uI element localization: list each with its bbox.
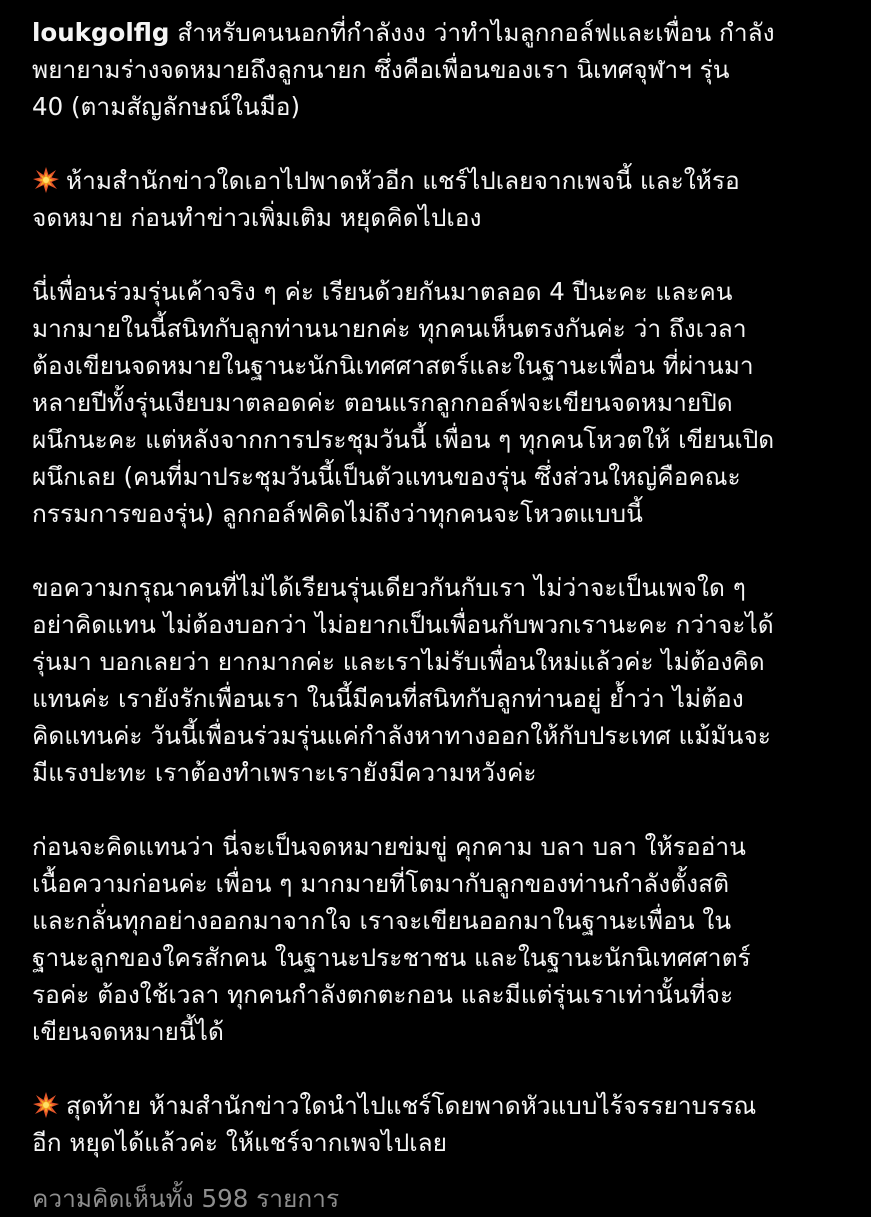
caption-line: ฐานะลูกของใครสักคน ในฐานะประชาชน และในฐานะนักนิเทศศาตร์ bbox=[32, 943, 751, 972]
collision-icon bbox=[32, 166, 60, 194]
caption-line: รอค่ะ ต้องใช้เวลา ทุกคนกำลังตกตะกอน และมีแต่รุ่นเราเท่านั้นที่จะ bbox=[32, 980, 734, 1009]
post-caption bbox=[32, 14, 854, 1198]
warning-paragraph bbox=[32, 162, 854, 236]
caption-line: อย่าคิดแทน ไม่ต้องบอกว่า ไม่อยากเป็นเพื่อนกับพวกเรานะคะ กว่าจะได้ bbox=[32, 610, 774, 639]
final-paragraph bbox=[32, 1087, 854, 1161]
paragraph-wait bbox=[32, 828, 854, 1050]
caption-line: หลายปีทั้งรุ่นเงียบมาตลอดค่ะ ตอนแรกลูกกอล์ฟจะเขียนจดหมายปิด bbox=[32, 388, 733, 417]
caption-line: จดหมาย ก่อนทำข่าวเพิ่มเติม หยุดคิดไปเอง bbox=[32, 203, 482, 232]
username-link[interactable]: loukgolflg bbox=[32, 18, 170, 47]
caption-line: อีก หยุดได้แล้วค่ะ ให้แชร์จากเพจไปเลย bbox=[32, 1128, 448, 1157]
view-all-comments-link[interactable]: ความคิดเห็นทั้ง 598 รายการ bbox=[32, 1184, 340, 1213]
caption-line: มีแรงปะทะ เราต้องทำเพราะเรายังมีความหวังค่ะ bbox=[32, 758, 537, 787]
caption-line: แทนค่ะ เรายังรักเพื่อนเรา ในนี้มีคนที่สนิทกับลูกท่านอยู่ ย้ำว่า ไม่ต้อง bbox=[32, 684, 744, 713]
caption-line: กรรมการของรุ่น) ลูกกอล์ฟคิดไม่ถึงว่าทุกคนจะโหวตแบบนี้ bbox=[32, 499, 643, 528]
collision-icon bbox=[32, 1091, 60, 1119]
caption-line: รุ่นมา บอกเลยว่า ยากมากค่ะ และเราไม่รับเพื่อนใหม่แล้วค่ะ ไม่ต้องคิด bbox=[32, 647, 765, 676]
caption-line: 40 (ตามสัญลักษณ์ในมือ) bbox=[32, 92, 301, 121]
intro-paragraph bbox=[32, 14, 854, 125]
caption-line: สุดท้าย ห้ามสำนักข่าวใดนำไปแชร์โดยพาดหัวแบบไร้จรรยาบรรณ bbox=[32, 1087, 854, 1124]
caption-line: loukgolflg สำหรับคนนอกที่กำลังงง ว่าทำไมลูกกอล์ฟและเพื่อน กำลัง bbox=[32, 18, 775, 47]
caption-line: ต้องเขียนจดหมายในฐานะนักนิเทศศาสตร์และในฐานะเพื่อน ที่ผ่านมา bbox=[32, 351, 754, 380]
caption-line: ขอความกรุณาคนที่ไม่ได้เรียนรุ่นเดียวกันกับเรา ไม่ว่าจะเป็นเพจใด ๆ bbox=[32, 573, 746, 602]
caption-line: และกลั่นทุกอย่างออกมาจากใจ เราจะเขียนออกมาในฐานะเพื่อน ใน bbox=[32, 906, 732, 935]
caption-line: ก่อนจะคิดแทนว่า นี่จะเป็นจดหมายข่มขู่ คุกคาม บลา บลา ให้รออ่าน bbox=[32, 832, 746, 861]
caption-line: พยายามร่างจดหมายถึงลูกนายก ซึ่งคือเพื่อนของเรา นิเทศจุฬาฯ รุ่น bbox=[32, 55, 730, 84]
caption-line: ห้ามสำนักข่าวใดเอาไปพาดหัวอีก แชร์ไปเลยจากเพจนี้ และให้รอ bbox=[32, 162, 854, 199]
paragraph-request bbox=[32, 569, 854, 791]
caption-line: มากมายในนี้สนิทกับลูกท่านนายกค่ะ ทุกคนเห็นตรงกันค่ะ ว่า ถึงเวลา bbox=[32, 314, 747, 343]
caption-line: ผนึกนะคะ แต่หลังจากการประชุมวันนี้ เพื่อน ๆ ทุกคนโหวตให้ เขียนเปิด bbox=[32, 425, 775, 454]
caption-line: นี่เพื่อนร่วมรุ่นเค้าจริง ๆ ค่ะ เรียนด้วยกันมาตลอด 4 ปีนะคะ และคน bbox=[32, 277, 733, 306]
caption-line: เนื้อความก่อนค่ะ เพื่อน ๆ มากมายที่โตมากับลูกของท่านกำลังตั้งสติ bbox=[32, 869, 729, 898]
caption-line: ผนึกเลย (คนที่มาประชุมวันนี้เป็นตัวแทนของรุ่น ซึ่งส่วนใหญ่คือคณะ bbox=[32, 462, 741, 491]
paragraph-classmates bbox=[32, 273, 854, 532]
caption-line: เขียนจดหมายนี้ได้ bbox=[32, 1017, 224, 1046]
caption-line: คิดแทนค่ะ วันนี้เพื่อนร่วมรุ่นแค่กำลังหาทางออกให้กับประเทศ แม้มันจะ bbox=[32, 721, 771, 750]
